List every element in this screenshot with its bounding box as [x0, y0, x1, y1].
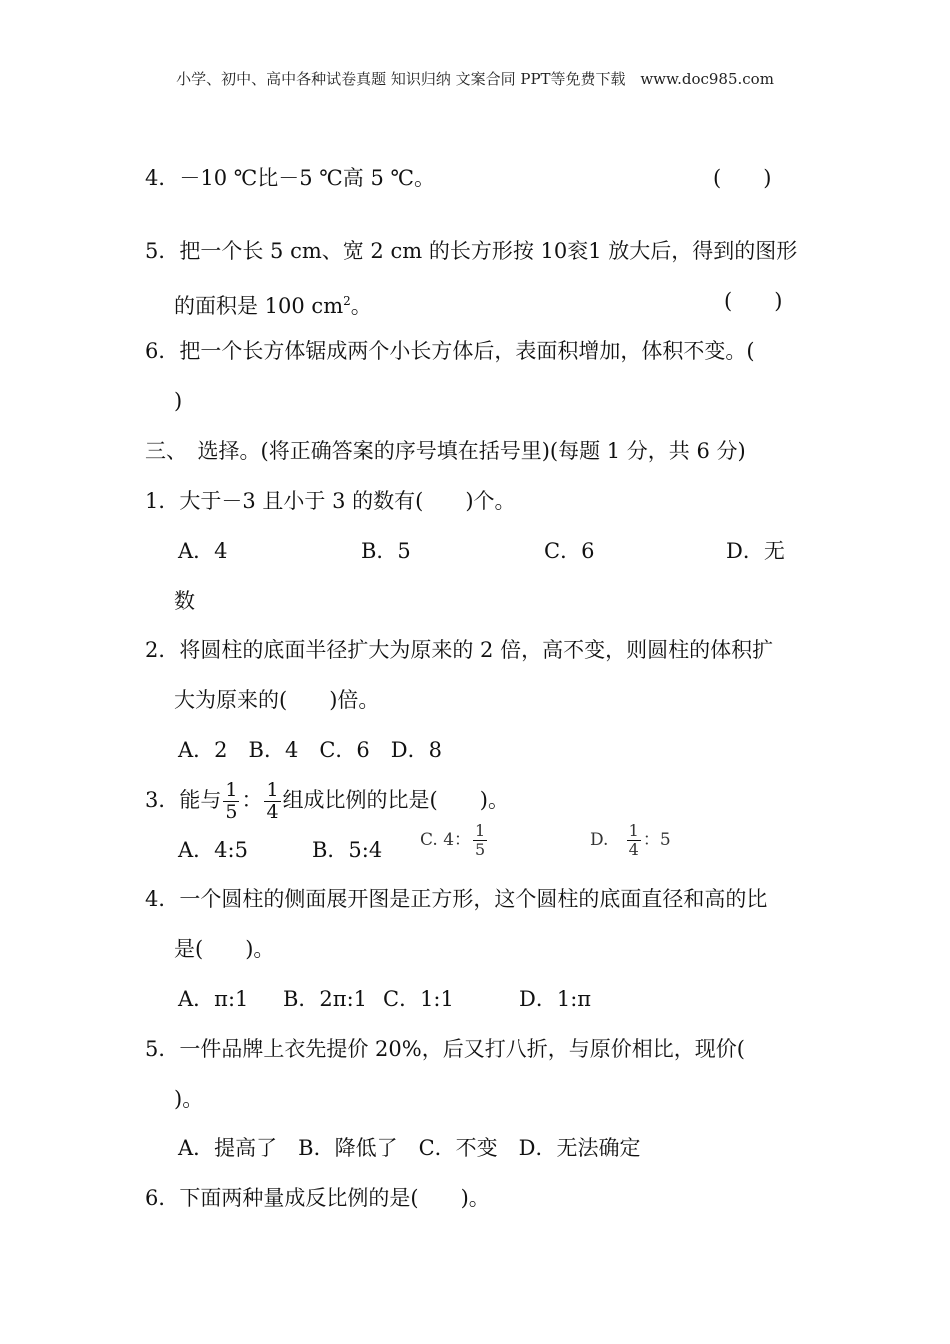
choice-q3-suffix: 组成比例的比是( )。	[282, 788, 509, 812]
judge-q4-number: 4．	[145, 166, 180, 190]
choice-q3-option-b[interactable]: B．5:4	[312, 838, 383, 862]
option-d-fraction	[627, 822, 641, 859]
choice-q1-option-b[interactable]: B．5	[361, 539, 411, 563]
option-d-denominator: 4	[628, 840, 639, 859]
choice-q4-line1	[145, 885, 767, 913]
option-d-label: D.	[590, 830, 609, 850]
judge-q5-line2	[174, 287, 372, 320]
judge-q4	[145, 164, 435, 192]
choice-q4-text1: 一个圆柱的侧面展开图是正方形，这个圆柱的底面直径和高的比	[179, 887, 768, 911]
choice-q1-option-c[interactable]: C．6	[544, 539, 595, 563]
option-c-numerator: 1	[475, 821, 486, 840]
header-site: www.doc985.com	[640, 70, 774, 88]
choice-q6	[145, 1184, 490, 1212]
choice-q3-option-d[interactable]	[590, 820, 671, 860]
page-header	[0, 68, 950, 89]
option-c-fraction	[473, 822, 487, 859]
fraction-2-denominator: 4	[266, 801, 279, 823]
choice-q4-option-a[interactable]: A．π:1	[178, 987, 249, 1011]
choice-q1	[145, 487, 516, 515]
choice-q2-text1: 将圆柱的底面半径扩大为原来的 2 倍，高不变，则圆柱的体积扩	[179, 638, 774, 662]
choice-q1-option-a[interactable]: A．4	[178, 539, 228, 563]
choice-q5-options[interactable]: A．提高了 B．降低了 C．不变 D．无法确定	[178, 1136, 641, 1160]
judge-q5-sup: 2	[343, 294, 351, 308]
header-text: 小学、初中、高中各种试卷真题 知识归纳 文案合同 PPT等免费下载	[176, 70, 626, 88]
choice-q4-option-d[interactable]: D．1:π	[519, 987, 592, 1011]
choice-q4-line2: 是( )。	[174, 937, 275, 961]
choice-q3-number: 3．	[145, 788, 180, 812]
judge-q4-text: －10 ℃比－5 ℃高 5 ℃。	[179, 166, 435, 190]
choice-q3-colon: ：	[241, 788, 263, 812]
fraction-1-numerator: 1	[225, 779, 238, 801]
judge-q4-answer-paren[interactable]: ( )	[713, 166, 772, 190]
choice-q4-option-c[interactable]: C．1:1	[383, 987, 454, 1011]
choice-q3	[145, 780, 509, 823]
choice-q3-option-c[interactable]	[420, 820, 489, 860]
option-d-tail: ：5	[642, 830, 671, 850]
judge-q5-text2b: 。	[350, 294, 372, 318]
judge-q6-text1: 把一个长方体锯成两个小长方体后，表面积增加，体积不变。(	[179, 339, 755, 363]
judge-q6-line1	[145, 337, 755, 365]
judge-q5-line1	[145, 237, 797, 265]
judge-q6-line2: )	[174, 389, 183, 413]
choice-q2-line1	[145, 636, 773, 664]
choice-q5-line2: )。	[174, 1087, 204, 1111]
option-c-denominator: 5	[475, 840, 486, 859]
option-c-label: C. 4：	[420, 830, 472, 850]
choice-q1-text: 大于－3 且小于 3 的数有( )个。	[179, 489, 516, 513]
choice-q5-number: 5．	[145, 1037, 180, 1061]
choice-q2-options[interactable]: A．2 B．4 C．6 D．8	[178, 738, 442, 762]
choice-q3-fraction-2	[264, 780, 280, 823]
fraction-1-denominator: 5	[225, 801, 238, 823]
choice-q4-option-b[interactable]: B．2π:1	[283, 987, 368, 1011]
choice-q2-number: 2．	[145, 638, 180, 662]
choice-q5-line1	[145, 1035, 745, 1063]
judge-q6-number: 6．	[145, 339, 180, 363]
choice-q1-option-d-wrap: 数	[174, 589, 195, 613]
judge-q5-number: 5．	[145, 239, 180, 263]
choice-q2-line2: 大为原来的( )倍。	[174, 688, 380, 712]
choice-q3-prefix: 能与	[179, 788, 222, 812]
choice-q3-fraction-1	[223, 780, 239, 823]
judge-q5-text2a: 的面积是 100 cm	[174, 294, 344, 318]
choice-q6-text: 下面两种量成反比例的是( )。	[179, 1186, 490, 1210]
choice-q5-text1: 一件品牌上衣先提价 20%，后又打八折，与原价相比，现价(	[179, 1037, 745, 1061]
choice-q4-number: 4．	[145, 887, 180, 911]
fraction-2-numerator: 1	[266, 779, 279, 801]
choice-q1-number: 1．	[145, 489, 180, 513]
choice-q3-option-a[interactable]: A．4:5	[178, 838, 248, 862]
choice-q6-number: 6．	[145, 1186, 180, 1210]
section3-title: 三、 选择。(将正确答案的序号填在括号里)(每题 1 分，共 6 分)	[145, 439, 746, 463]
judge-q5-text1: 把一个长 5 cm、宽 2 cm 的长方形按 10衮1 放大后，得到的图形	[179, 239, 798, 263]
option-d-numerator: 1	[628, 821, 639, 840]
judge-q5-answer-paren[interactable]: ( )	[724, 289, 783, 313]
choice-q1-option-d[interactable]: D．无	[726, 539, 785, 563]
